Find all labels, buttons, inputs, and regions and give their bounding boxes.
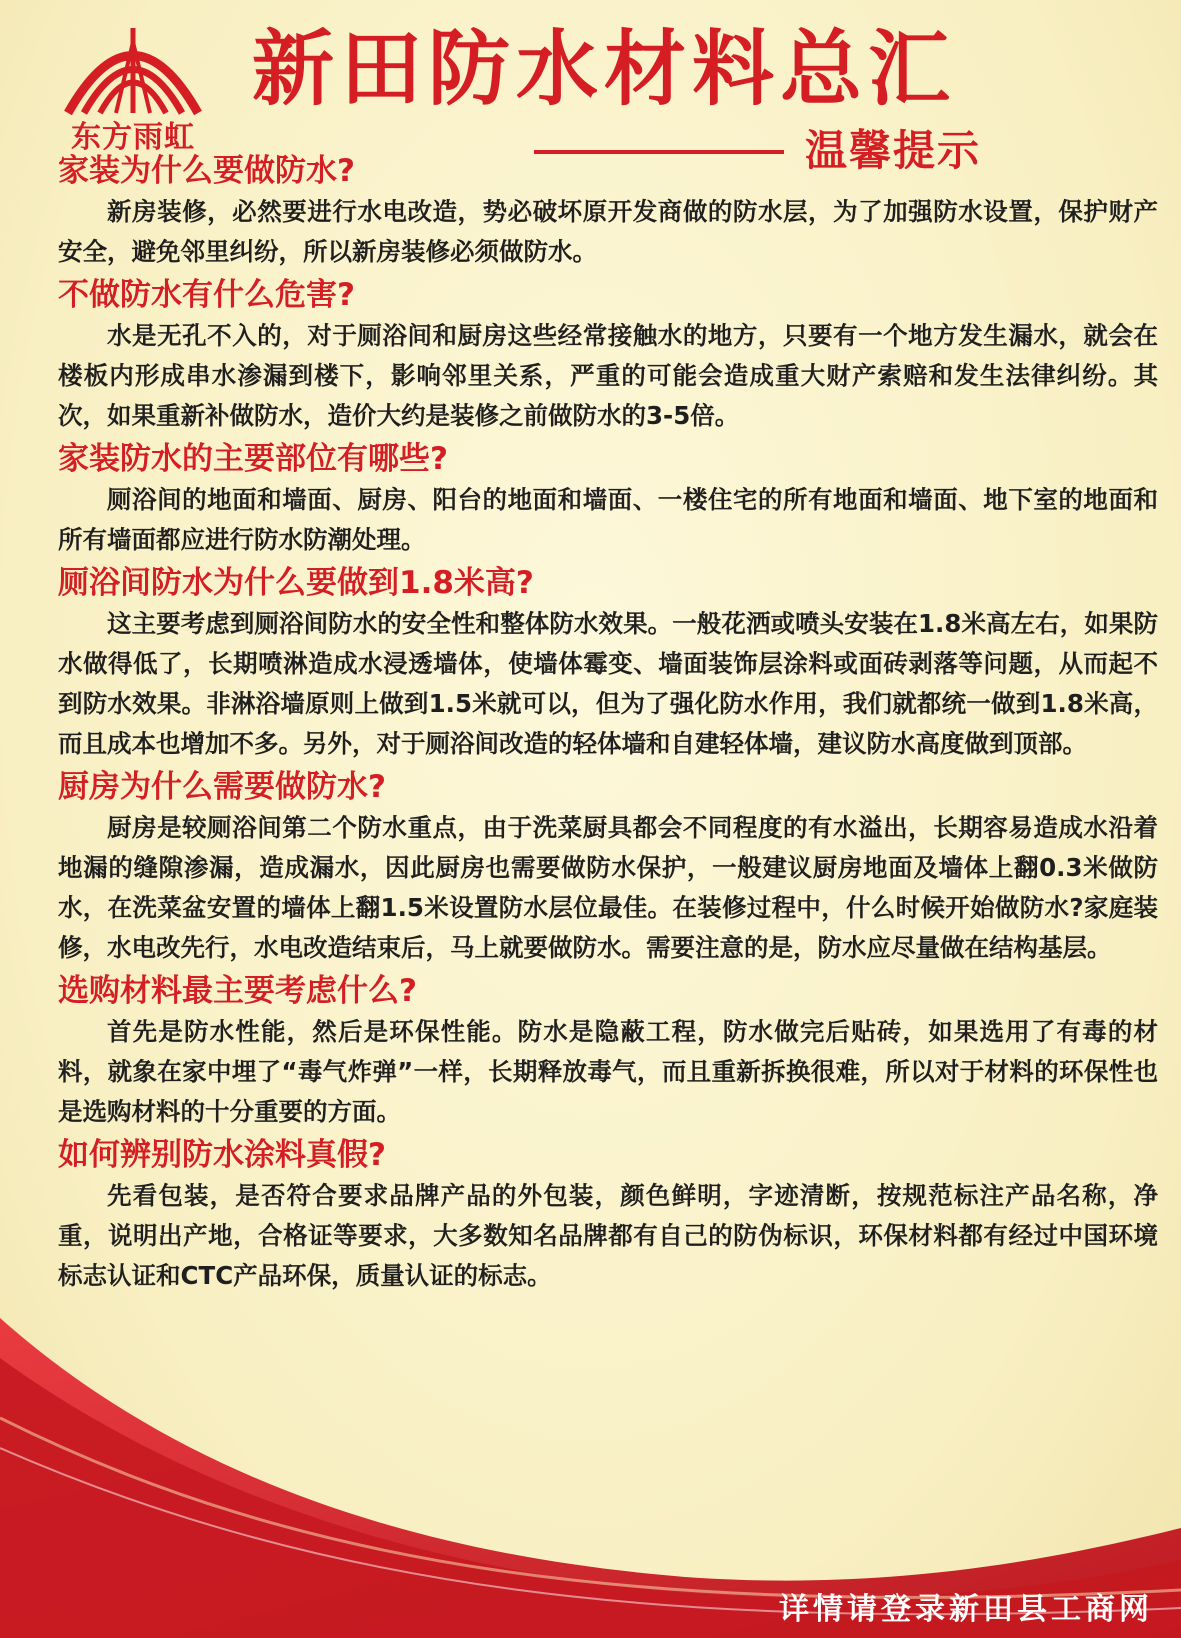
rainbow-arch-icon bbox=[58, 18, 208, 118]
brand-logo-text: 东方雨虹 bbox=[71, 120, 195, 155]
faq-question: 不做防水有什么危害? bbox=[58, 277, 355, 313]
faq-section bbox=[58, 1134, 1158, 1296]
faq-answer: 新房装修，必然要进行水电改造，势必破坏原开发商做的防水层，为了加强防水设置，保护财产安全，避免邻里纠纷，所以新房装修必须做防水。 bbox=[58, 197, 1158, 266]
page-title: 新田防水材料总汇 bbox=[252, 22, 957, 117]
brand-logo bbox=[58, 18, 208, 155]
faq-question: 选购材料最主要考虑什么? bbox=[58, 973, 417, 1009]
faq-section bbox=[58, 970, 1158, 1132]
faq-answer: 先看包装，是否符合要求品牌产品的外包装，颜色鲜明，字迹清断，按规范标注产品名称，净重，说明出产地，合格证等要求，大多数知名品牌都有自己的防伪标识，环保材料都有经过中国环境标志认证和CTC产品环保，质量认证的标志。 bbox=[58, 1181, 1158, 1290]
faq-answer: 水是无孔不入的，对于厕浴间和厨房这些经常接触水的地方，只要有一个地方发生漏水，就会在楼板内形成串水渗漏到楼下，影响邻里关系，严重的可能会造成重大财产索赔和发生法律纠纷。其次，如果重新补做防水，造价大约是装修之前做防水的3-5倍。 bbox=[58, 321, 1158, 430]
faq-section bbox=[58, 562, 1158, 764]
faq-answer: 这主要考虑到厕浴间防水的安全性和整体防水效果。一般花洒或喷头安装在1.8米高左右，如果防水做得低了，长期喷淋造成水浸透墙体，使墙体霉变、墙面装饰层涂料或面砖剥落等问题，从而起不到防水效果。非淋浴墙原则上做到1.5米就可以，但为了强化防水作用，我们就都统一做到1.8米高，而且成本也增加不多。另外，对于厕浴间改造的轻体墙和自建轻体墙，建议防水高度做到顶部。 bbox=[58, 609, 1158, 758]
faq-answer: 厨房是较厕浴间第二个防水重点，由于洗菜厨具都会不同程度的有水溢出，长期容易造成水沿着地漏的缝隙渗漏，造成漏水，因此厨房也需要做防水保护，一般建议厨房地面及墙体上翻0.3米做防水，在洗菜盆安置的墙体上翻1.5米设置防水层位最佳。在装修过程中，什么时候开始做防水?家庭装修，水电改先行，水电改造结束后，马上就要做防水。需要注意的是，防水应尽量做在结构基层。 bbox=[58, 813, 1158, 962]
page-subtitle: 温馨提示 bbox=[805, 126, 982, 175]
faq-question: 如何辨别防水涂料真假? bbox=[58, 1137, 386, 1173]
faq-section bbox=[58, 274, 1158, 436]
footer-note: 详情请登录新田县工商网 bbox=[779, 1592, 1153, 1627]
faq-section bbox=[58, 766, 1158, 968]
faq-content bbox=[58, 150, 1158, 1298]
faq-answer: 厕浴间的地面和墙面、厨房、阳台的地面和墙面、一楼住宅的所有地面和墙面、地下室的地面和所有墙面都应进行防水防潮处理。 bbox=[58, 485, 1158, 554]
faq-question: 厨房为什么需要做防水? bbox=[58, 769, 386, 805]
faq-question: 厕浴间防水为什么要做到1.8米高? bbox=[58, 565, 534, 601]
faq-question: 家装防水的主要部位有哪些? bbox=[58, 441, 448, 477]
faq-question: 家装为什么要做防水? bbox=[58, 153, 355, 189]
faq-section bbox=[58, 438, 1158, 560]
faq-section bbox=[58, 150, 1158, 272]
faq-answer: 首先是防水性能，然后是环保性能。防水是隐蔽工程，防水做完后贴砖，如果选用了有毒的材料，就象在家中埋了“毒气炸弹”一样，长期释放毒气，而且重新拆换很难，所以对于材料的环保性也是选购材料的十分重要的方面。 bbox=[58, 1017, 1158, 1126]
